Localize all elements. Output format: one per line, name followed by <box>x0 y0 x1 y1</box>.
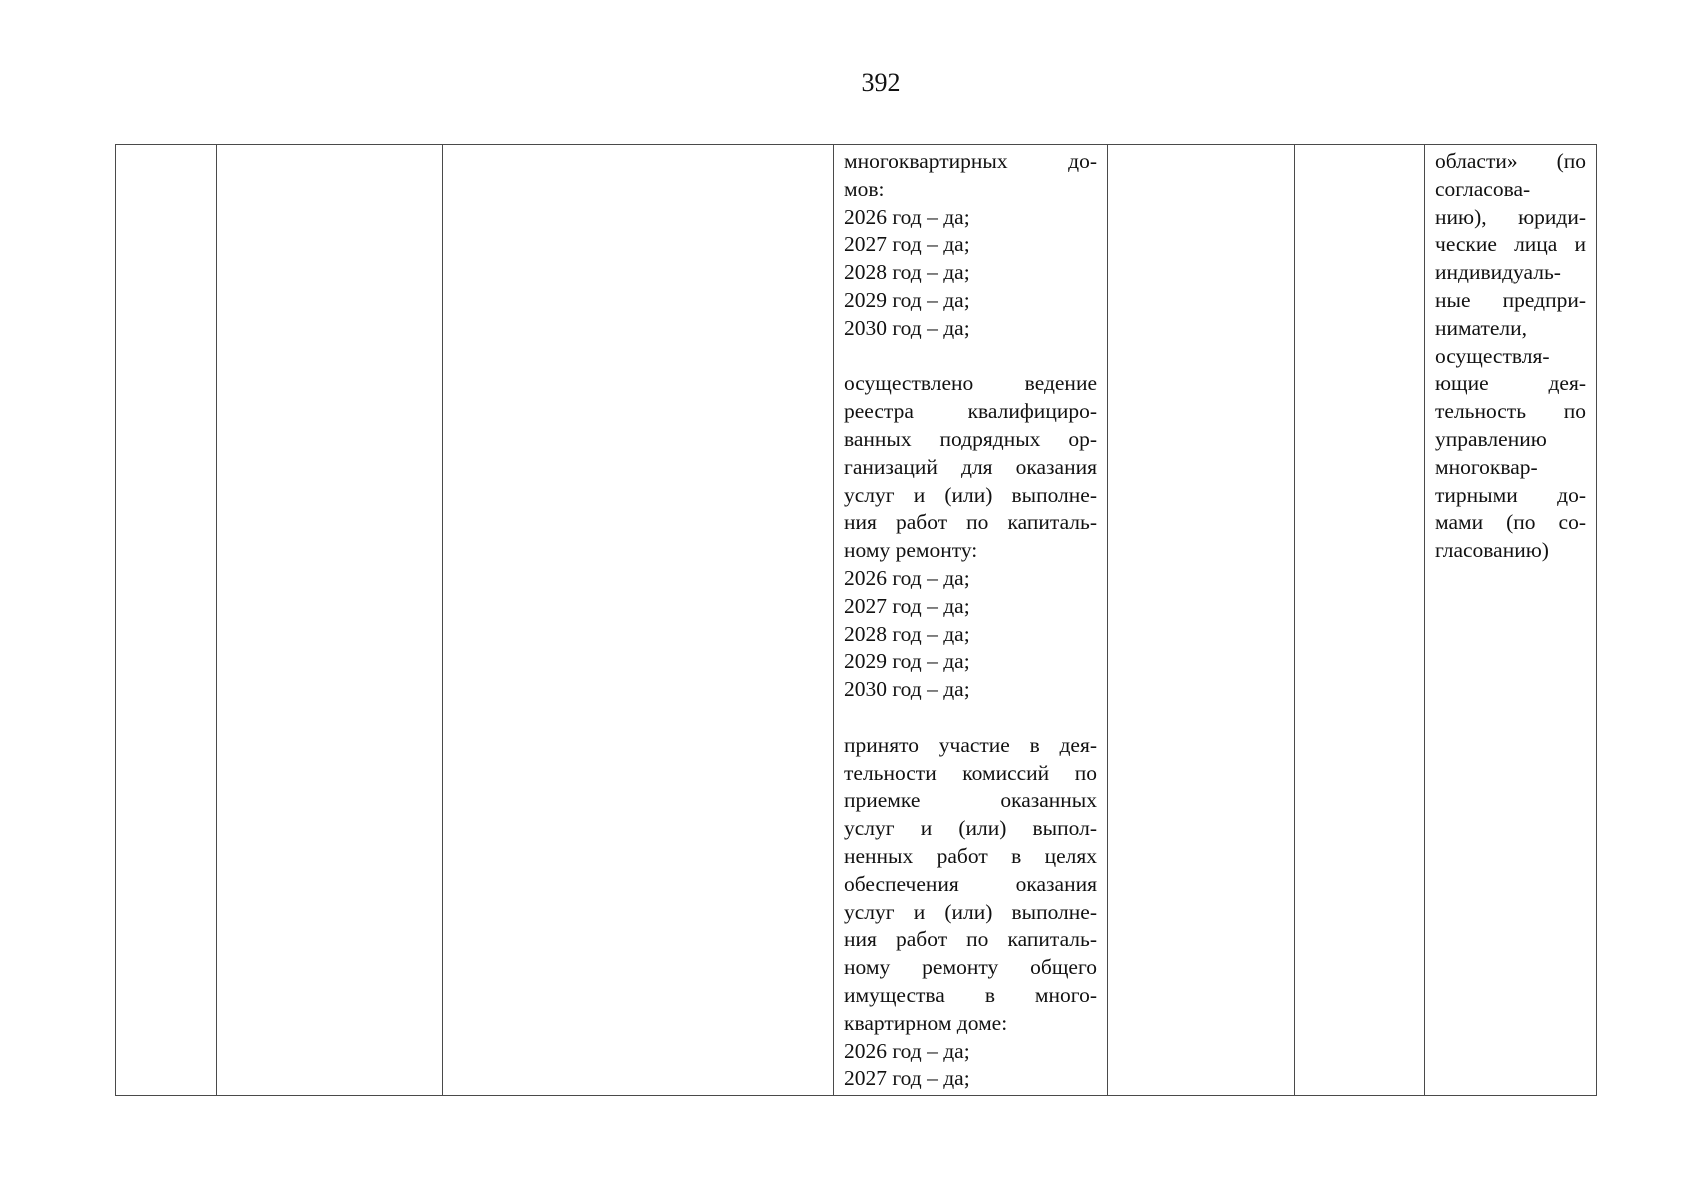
results-line: 2029 год – да; <box>844 649 970 674</box>
participants-line: гласованию) <box>1435 538 1549 563</box>
results-line <box>844 343 1097 371</box>
document-table <box>115 144 1597 1096</box>
results-line: 2026 год – да; <box>844 1038 970 1063</box>
results-line: имущества в много- <box>844 982 1097 1007</box>
results-line: мов: <box>844 176 885 201</box>
table-cell-description <box>443 145 834 1096</box>
table-cell-number <box>116 145 217 1096</box>
results-line: 2027 год – да; <box>844 593 970 618</box>
participants-line: мами (по со- <box>1435 510 1586 535</box>
participants-line: ниматели, <box>1435 315 1528 340</box>
results-line: 2027 год – да; <box>844 1066 970 1091</box>
participants-line: тирными до- <box>1435 482 1586 507</box>
results-line <box>844 704 1097 732</box>
results-line: осуществлено ведение <box>844 371 1097 396</box>
participants-line: управлению <box>1435 426 1547 451</box>
results-line: 2030 год – да; <box>844 315 970 340</box>
results-line: ному ремонту общего <box>844 955 1097 980</box>
page-number: 392 <box>861 68 901 97</box>
results-line: услуг и (или) выполне- <box>844 899 1097 924</box>
results-line: тельности комиссий по <box>844 760 1097 785</box>
participants-line: ные предпри- <box>1435 287 1586 312</box>
participants-line: ющие дея- <box>1435 371 1586 396</box>
participants-line: тельность по <box>1435 399 1586 424</box>
table-cell-participants <box>1425 145 1597 1096</box>
participants-text <box>1425 145 1596 565</box>
results-line: услуг и (или) выполне- <box>844 482 1097 507</box>
results-line: квартирном доме: <box>844 1010 1008 1035</box>
results-line: ванных подрядных ор- <box>844 426 1097 451</box>
results-line: ганизаций для оказания <box>844 454 1097 479</box>
results-line: принято участие в дея- <box>844 732 1097 757</box>
results-line: 2027 год – да; <box>844 232 970 257</box>
table-cell-deadline-end <box>1295 145 1425 1096</box>
participants-line: нию), юриди- <box>1435 204 1586 229</box>
results-line: 2028 год – да; <box>844 260 970 285</box>
results-line: 2030 год – да; <box>844 677 970 702</box>
results-line: многоквартирных до- <box>844 149 1097 173</box>
results-line: приемке оказанных <box>844 788 1097 813</box>
results-line: реестра квалифициро- <box>844 399 1097 424</box>
results-line: 2029 год – да; <box>844 287 970 312</box>
results-line: 2026 год – да; <box>844 565 970 590</box>
participants-line: области» (по <box>1435 149 1586 173</box>
participants-line: осуществля- <box>1435 343 1550 368</box>
results-line: ненных работ в целях <box>844 843 1097 868</box>
results-line: 2026 год – да; <box>844 204 970 229</box>
table-cell-task <box>217 145 443 1096</box>
table-cell-results <box>834 145 1108 1096</box>
table-cell-deadline-start <box>1108 145 1295 1096</box>
results-line: услуг и (или) выпол- <box>844 816 1097 841</box>
participants-line: многоквар- <box>1435 454 1538 479</box>
results-line: обеспечения оказания <box>844 871 1097 896</box>
results-line: ния работ по капиталь- <box>844 510 1097 535</box>
results-line: ному ремонту: <box>844 538 978 563</box>
results-line: 2028 год – да; <box>844 621 970 646</box>
results-line: ния работ по капиталь- <box>844 927 1097 952</box>
participants-line: ческие лица и <box>1435 232 1586 257</box>
participants-line: согласова- <box>1435 176 1531 201</box>
participants-line: индивидуаль- <box>1435 260 1561 285</box>
table-row <box>116 145 1597 1096</box>
results-text <box>834 145 1107 1093</box>
